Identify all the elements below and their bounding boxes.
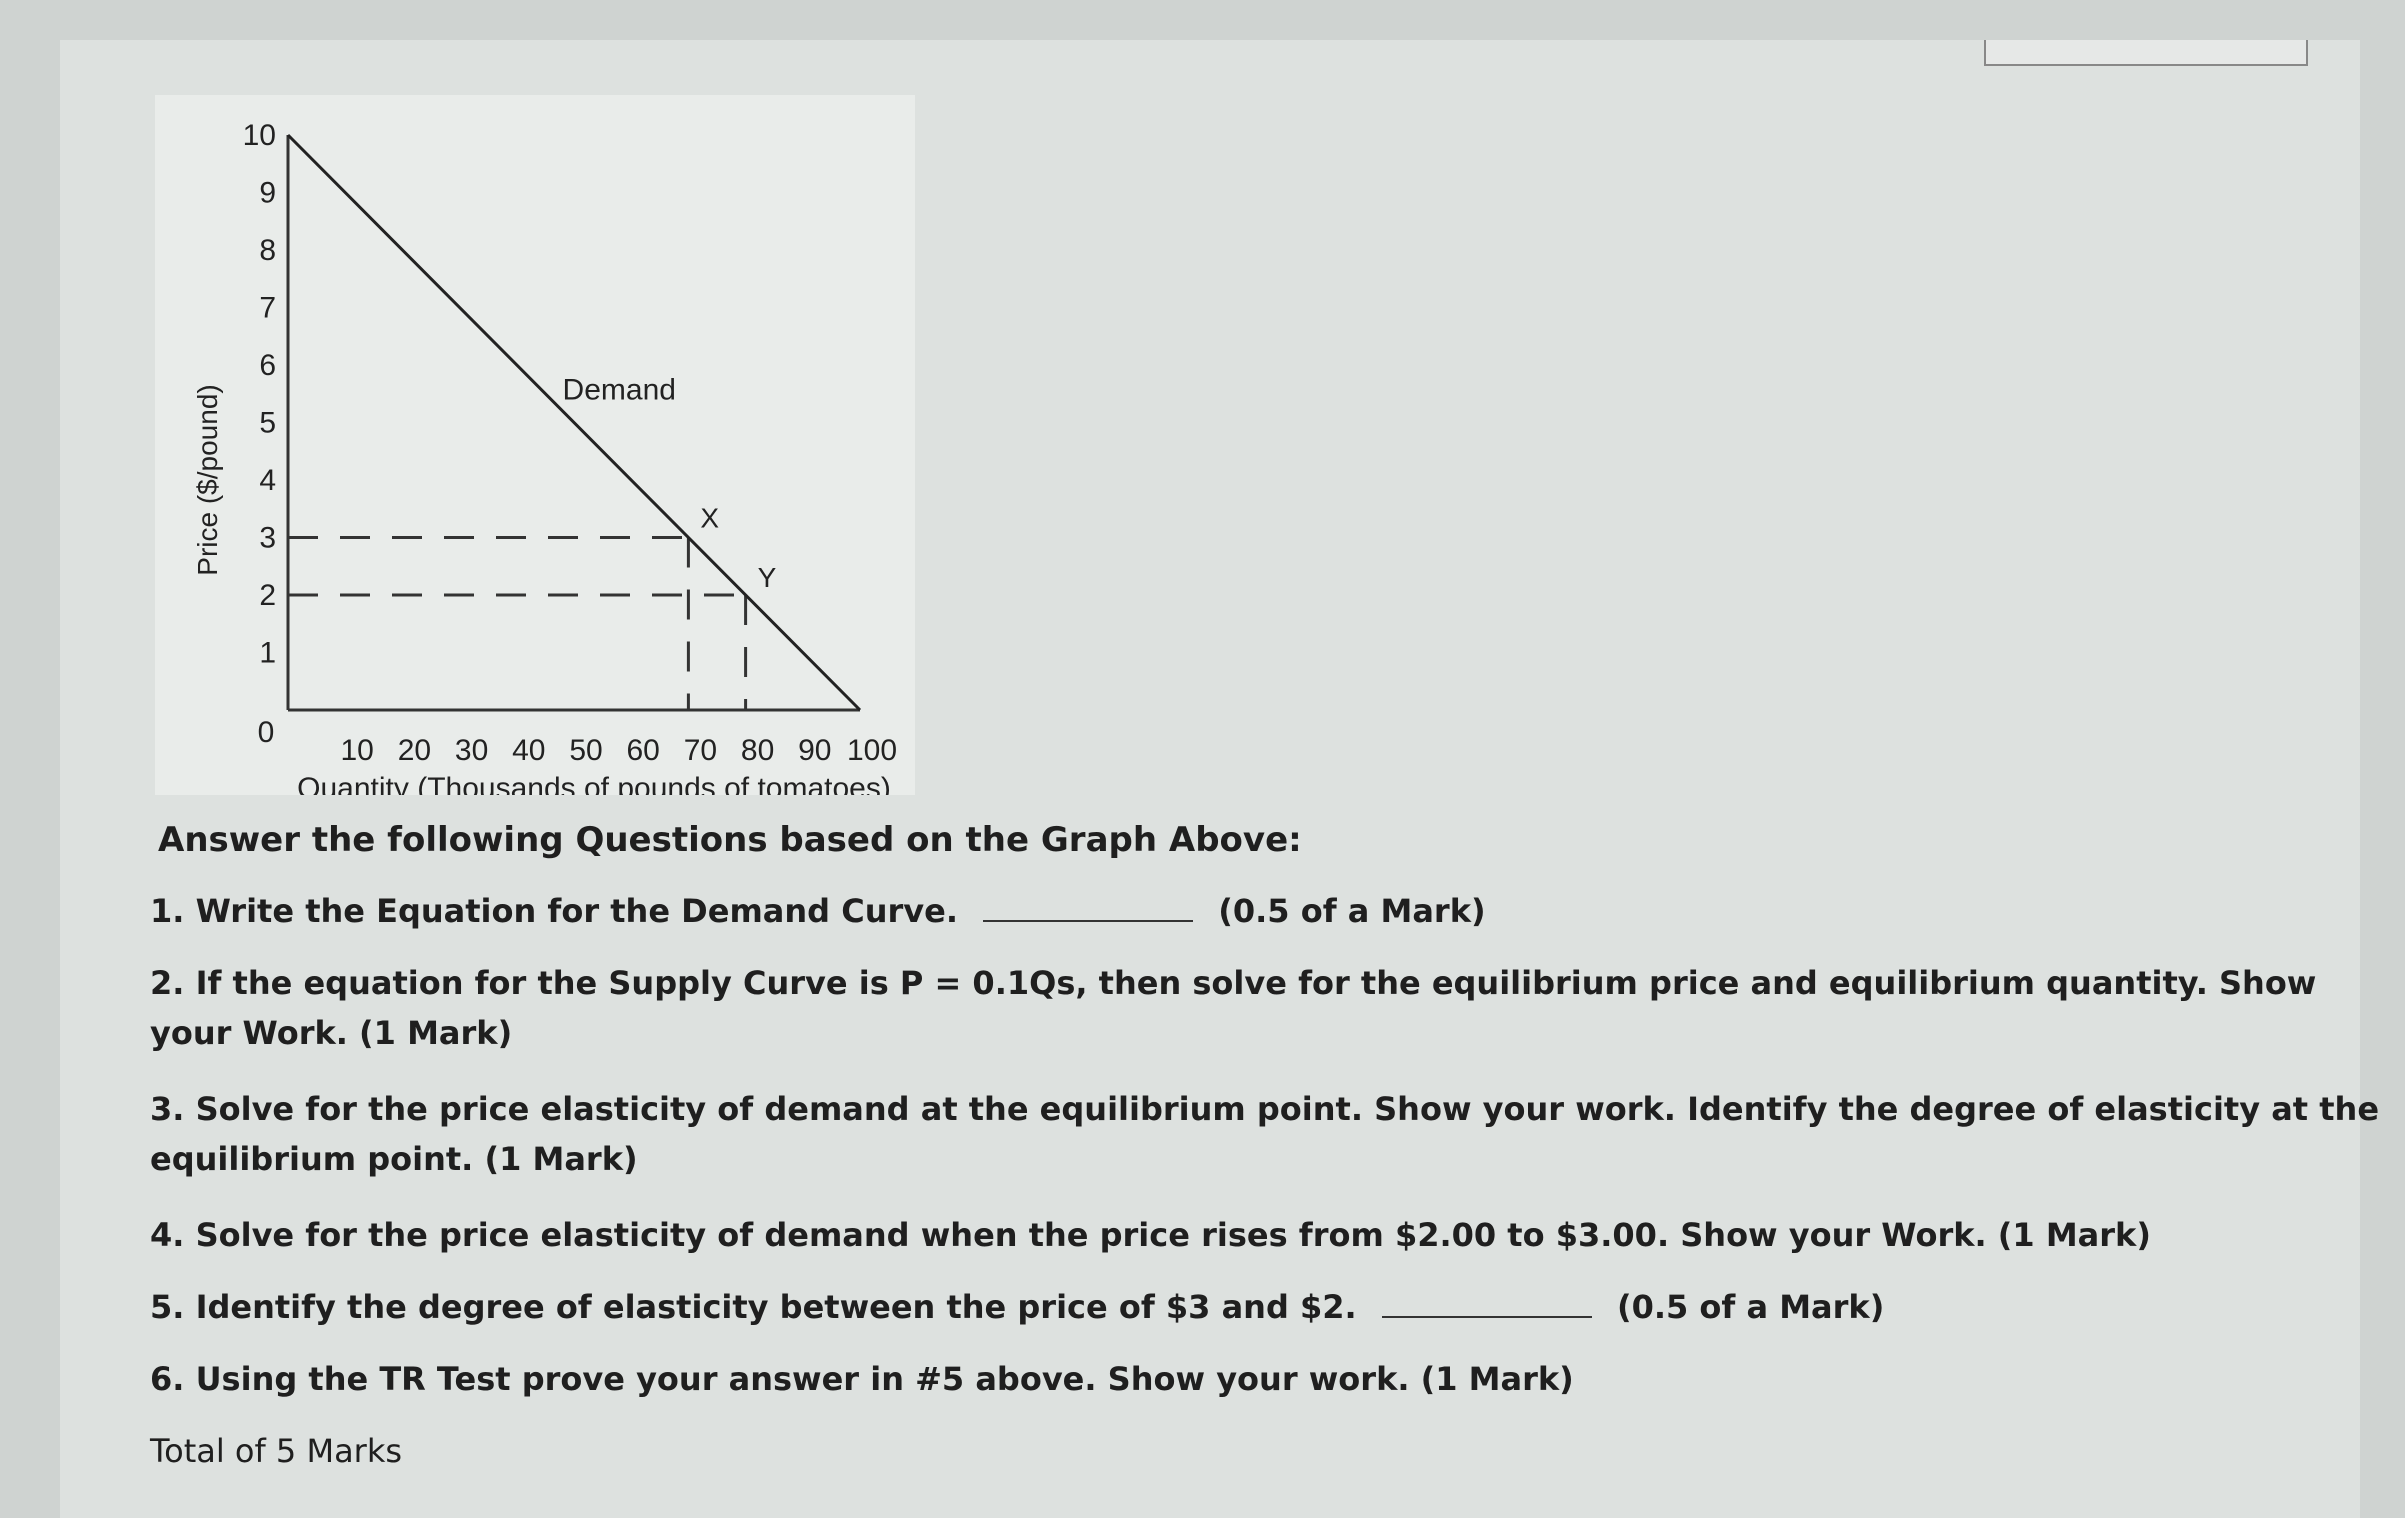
x-tick-label: 60 [626,734,660,767]
demand-curve [288,135,860,710]
question-6: 6. Using the TR Test prove your answer in #5 above. Show your work. (1 Mark) [150,1360,1574,1398]
screen [60,40,2380,1518]
x-axis-label: Quantity (Thousands of pounds of tomatoes) [297,772,891,795]
question-1-text: 1. Write the Equation for the Demand Curve. [150,892,958,930]
question-1 [150,886,2400,936]
top-right-box [1984,40,2308,66]
y-tick-label: 1 [259,636,276,670]
demand-chart [155,95,915,795]
x-tick-label: 50 [569,734,603,767]
total-marks: Total of 5 Marks [150,1432,403,1470]
question-5-blank[interactable] [1382,1286,1592,1318]
x-tick-label: 100 [846,734,898,767]
question-4: 4. Solve for the price elasticity of demand when the price rises from $2.00 to $3.00. Show your Work. (1 Mark) [150,1216,2151,1254]
x-tick-label: 30 [454,734,489,767]
question-5-marks: (0.5 of a Mark) [1616,1288,1885,1326]
y-tick-label: 8 [259,234,276,267]
questions-section [150,820,2400,1498]
x-tick-label: 10 [340,734,374,767]
y-tick-label: 7 [259,291,276,325]
question-3: 3. Solve for the price elasticity of demand at the equilibrium point. Show your work. Identify the degree of elasticity at the equilibrium point. (1 Mark) [150,1090,2380,1178]
x-tick-label: 90 [798,734,832,767]
question-5 [150,1282,2400,1332]
y-tick-label: 3 [259,521,276,555]
question-5-text: 5. Identify the degree of elasticity between the price of $3 and $2. [150,1288,1357,1326]
question-1-blank[interactable] [983,890,1193,922]
y-tick-label: 4 [259,464,276,497]
point-x-label: X [700,502,720,534]
chart-panel [155,95,915,795]
x-tick-label: 40 [512,734,546,767]
y-tick-label: 10 [242,119,276,152]
y-tick-label: 9 [259,176,276,210]
y-tick-label: 5 [259,406,276,440]
y-axis-label: Price ($/pound) [192,384,223,576]
x-tick-label: 20 [397,734,432,767]
x-tick-label: 0 [257,716,275,749]
point-y-label: Y [757,562,777,593]
demand-label: Demand [562,373,676,407]
y-tick-label: 2 [259,579,276,612]
questions-heading: Answer the following Questions based on the Graph Above: [158,820,1302,860]
y-tick-label: 6 [259,349,276,382]
x-tick-label: 70 [683,734,718,767]
question-2: 2. If the equation for the Supply Curve is P = 0.1Qs, then solve for the equilibrium price and equilibrium quantity. Show your Work. (1 Mark) [150,964,2317,1052]
x-tick-label: 80 [740,734,775,767]
question-1-marks: (0.5 of a Mark) [1218,892,1486,930]
